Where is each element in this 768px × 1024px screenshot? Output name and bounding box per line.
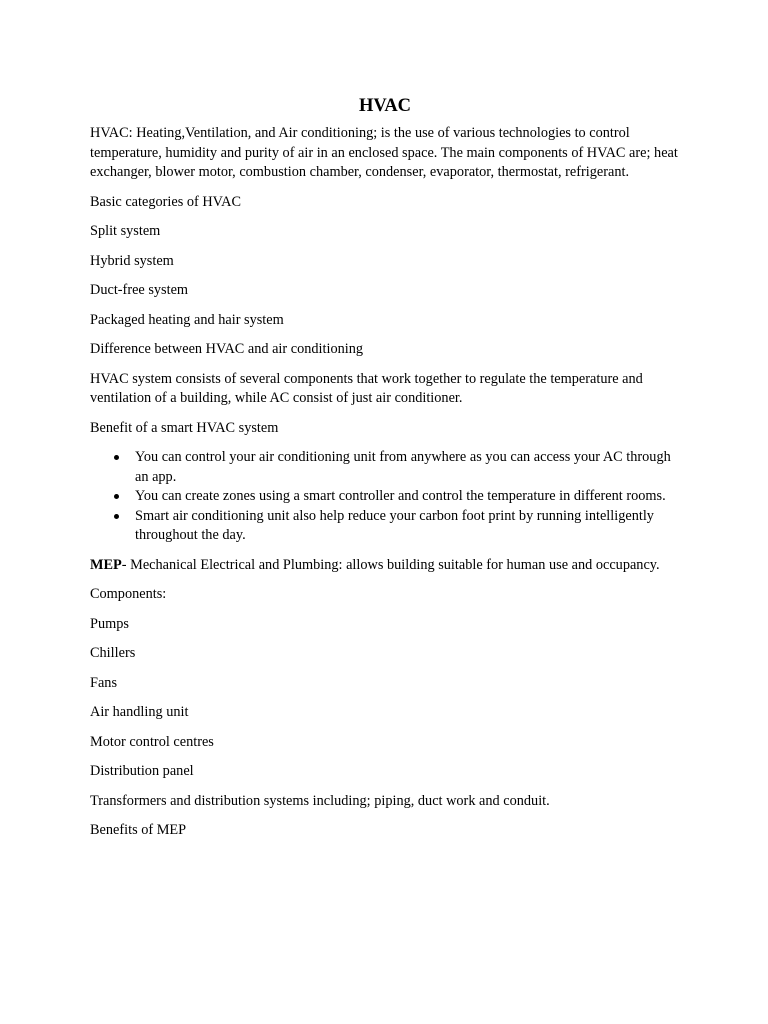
component-item: Distribution panel xyxy=(90,763,194,779)
benefits-mep-heading: Benefits of MEP xyxy=(90,822,187,838)
component-item: Motor control centres xyxy=(90,733,214,750)
smart-benefit-heading: Benefit of a smart HVAC system xyxy=(90,419,279,436)
component-item: Pumps xyxy=(90,615,129,632)
category-hybrid-system: Hybrid system xyxy=(90,252,174,269)
category-duct-free-system: Duct-free system xyxy=(90,282,189,298)
component-item: Fans xyxy=(90,674,118,691)
category-packaged-system: Packaged heating and hair system xyxy=(90,311,284,328)
component-item: Air handling unit xyxy=(90,704,189,720)
difference-heading: Difference between HVAC and air conditioning xyxy=(90,341,364,357)
mep-definition: - Mechanical Electrical and Plumbing: allows building suitable for human use and occupancy. xyxy=(121,556,660,573)
difference-paragraph: HVAC system consists of several components that work together to regulate the temperature and ventilation of a building, while AC consist of just air conditioner. xyxy=(90,370,643,406)
component-item: Chillers xyxy=(90,645,136,661)
basic-categories-heading: Basic categories of HVAC xyxy=(90,193,242,210)
intro-paragraph: HVAC: Heating,Ventilation, and Air conditioning; is the use of various technologies to control temperature, humidity and purity of air in an enclosed space. The main components of HVAC are; heat exchanger, blower motor, combustion chamber, condenser, evaporator, thermostat, refrigerant. xyxy=(90,125,678,180)
mep-term: MEP xyxy=(90,556,122,573)
components-heading: Components: xyxy=(90,586,167,602)
smart-benefit-item: You can control your air conditioning unit from anywhere as you can access your AC through an app. xyxy=(135,448,680,487)
category-split-system: Split system xyxy=(90,223,161,239)
smart-benefit-item: You can create zones using a smart controller and control the temperature in different rooms. xyxy=(135,487,680,507)
mep-paragraph xyxy=(90,556,680,576)
smart-benefits-list xyxy=(90,448,680,546)
component-item: Transformers and distribution systems including; piping, duct work and conduit. xyxy=(90,792,550,809)
document-title: HVAC xyxy=(358,96,412,116)
smart-benefit-item: Smart air conditioning unit also help reduce your carbon foot print by running intelligently throughout the day. xyxy=(135,507,680,546)
document-page xyxy=(90,94,680,851)
